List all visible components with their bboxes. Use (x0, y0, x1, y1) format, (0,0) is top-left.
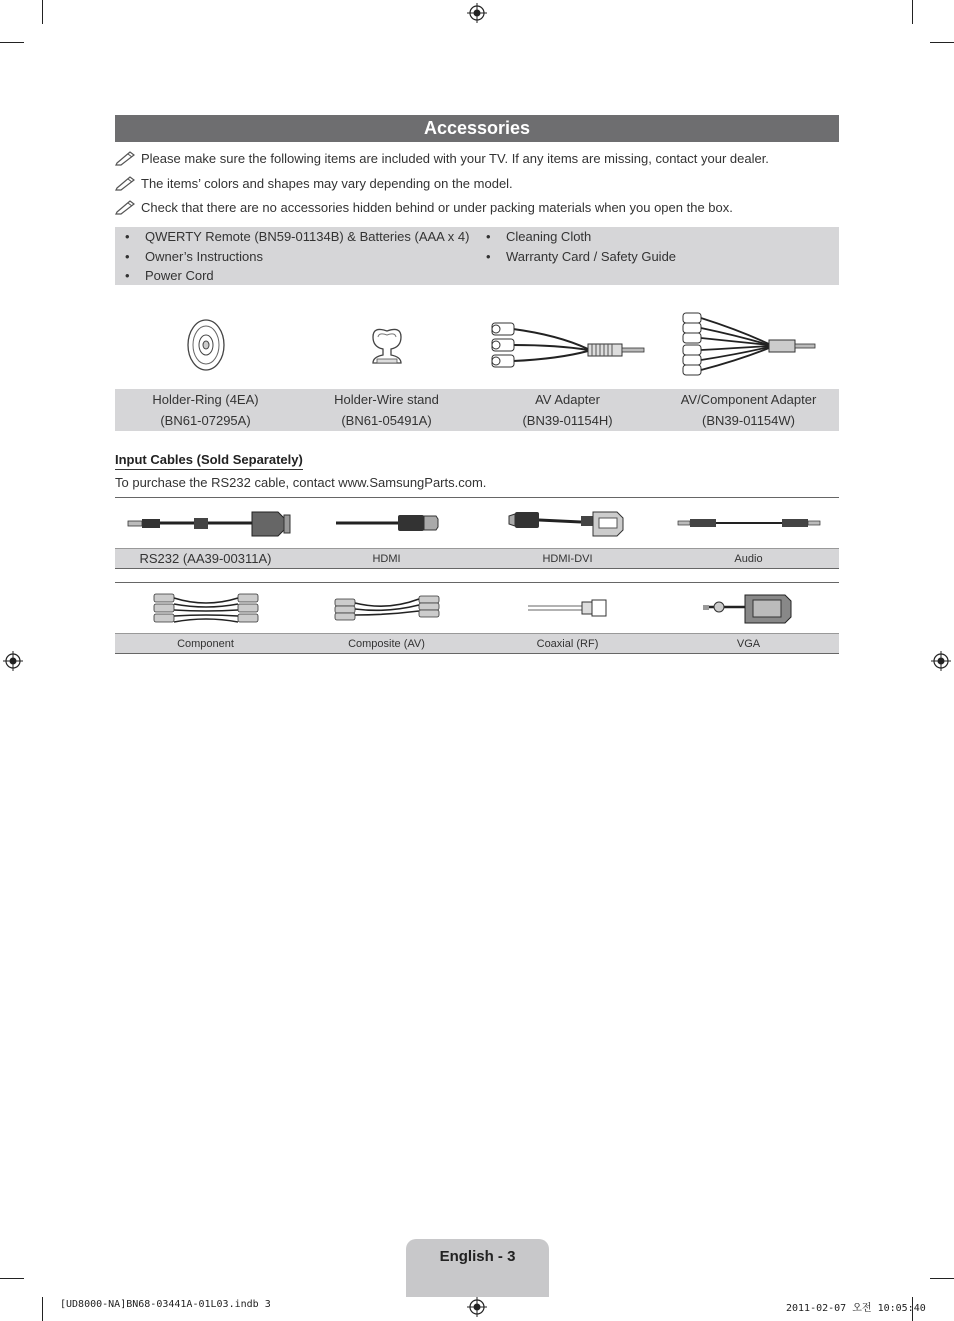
crop-mark (42, 0, 43, 24)
list-item: • Cleaning Cloth (476, 227, 676, 247)
vga-cable-image (658, 583, 839, 633)
audio-cable-icon (676, 516, 822, 530)
audio-cable-image (658, 498, 839, 548)
list-item: • QWERTY Remote (BN59-01134B) & Batteries (AAA x 4) (115, 227, 469, 247)
cable-label: Composite (AV) (348, 638, 425, 650)
cable-label: Audio (734, 553, 763, 565)
list-item: • Owner’s Instructions (115, 247, 469, 267)
composite-cable-icon (331, 593, 443, 623)
cable-label: Component (177, 638, 234, 650)
footer-timestamp: 2011-02-07 오전 10:05:40 (786, 1303, 926, 1314)
pencil-note-icon (115, 175, 137, 191)
crop-mark (912, 0, 913, 24)
crop-mark (0, 42, 24, 43)
accessory-code: (BN39-01154W) (702, 413, 795, 428)
accessory-name: Holder-Ring (4EA) (152, 392, 259, 407)
registration-mark-icon (467, 1297, 487, 1317)
input-cables-heading: Input Cables (Sold Separately) (115, 452, 303, 470)
hdmi-dvi-cable-image (477, 498, 658, 548)
accessory-holder-wire-stand (296, 300, 477, 431)
accessory-av-component-adapter (658, 300, 839, 431)
cable-label: Coaxial (RF) (536, 638, 599, 650)
cable-label: HDMI-DVI (542, 553, 593, 565)
rs232-cable-image (115, 498, 296, 548)
crop-mark (930, 1278, 954, 1279)
list-item: • Power Cord (115, 266, 469, 286)
composite-cable-image (296, 583, 477, 633)
cable-label: VGA (736, 638, 761, 650)
hdmi-cable-icon (332, 510, 442, 536)
accessory-holder-ring (115, 300, 296, 431)
note-1 (115, 150, 769, 166)
accessory-name: Holder-Wire stand (334, 392, 439, 407)
holder-ring-icon (183, 317, 229, 373)
note-3 (115, 199, 733, 215)
accessory-name: AV Adapter (535, 392, 600, 407)
accessory-code: (BN61-05491A) (341, 413, 432, 428)
note-text: Check that there are no accessories hidden behind or under packing materials when you open the box. (141, 199, 733, 215)
cable-label: RS232 (AA39-00311A) (139, 551, 272, 566)
hdmi-dvi-cable-icon (505, 506, 631, 540)
cable-table-row-2 (115, 582, 839, 654)
crop-mark (42, 1297, 43, 1321)
note-2 (115, 175, 513, 191)
cable-label: HDMI (372, 553, 401, 565)
note-text: Please make sure the following items are included with your TV. If any items are missing, contact your dealer. (141, 150, 769, 166)
hdmi-cable-image (296, 498, 477, 548)
included-items (115, 227, 839, 285)
pencil-note-icon (115, 199, 137, 215)
note-text: The items’ colors and shapes may vary depending on the model. (141, 175, 513, 191)
component-cable-image (115, 583, 296, 633)
coaxial-cable-image (477, 583, 658, 633)
footer-file-name: [UD8000-NA]BN68-03441A-01L03.indb 3 (60, 1299, 271, 1310)
vga-cable-icon (701, 591, 797, 625)
page-number-tab: English - 3 (406, 1239, 549, 1297)
crop-mark (0, 1278, 24, 1279)
cable-table-row-1 (115, 497, 839, 569)
items-list-right (476, 227, 676, 266)
holder-wire-stand-icon (365, 323, 409, 367)
registration-mark-icon (467, 3, 487, 23)
accessory-name: AV/Component Adapter (680, 392, 817, 407)
registration-mark-icon (3, 651, 23, 671)
accessories-grid (115, 300, 839, 431)
coaxial-cable-icon (526, 598, 610, 618)
accessory-code: (BN39-01154H) (522, 413, 613, 428)
purchase-text: To purchase the RS232 cable, contact www.SamsungParts.com. (115, 475, 487, 490)
av-component-adapter-icon (679, 310, 819, 380)
page-title: Accessories (115, 115, 839, 142)
component-cable-icon (150, 590, 262, 626)
items-list-left (115, 227, 469, 286)
pencil-note-icon (115, 150, 137, 166)
crop-mark (930, 42, 954, 43)
list-item: • Warranty Card / Safety Guide (476, 247, 676, 267)
av-adapter-icon (488, 315, 648, 375)
rs232-cable-icon (120, 506, 292, 540)
accessory-code: (BN61-07295A) (160, 413, 251, 428)
registration-mark-icon (931, 651, 951, 671)
accessory-av-adapter (477, 300, 658, 431)
